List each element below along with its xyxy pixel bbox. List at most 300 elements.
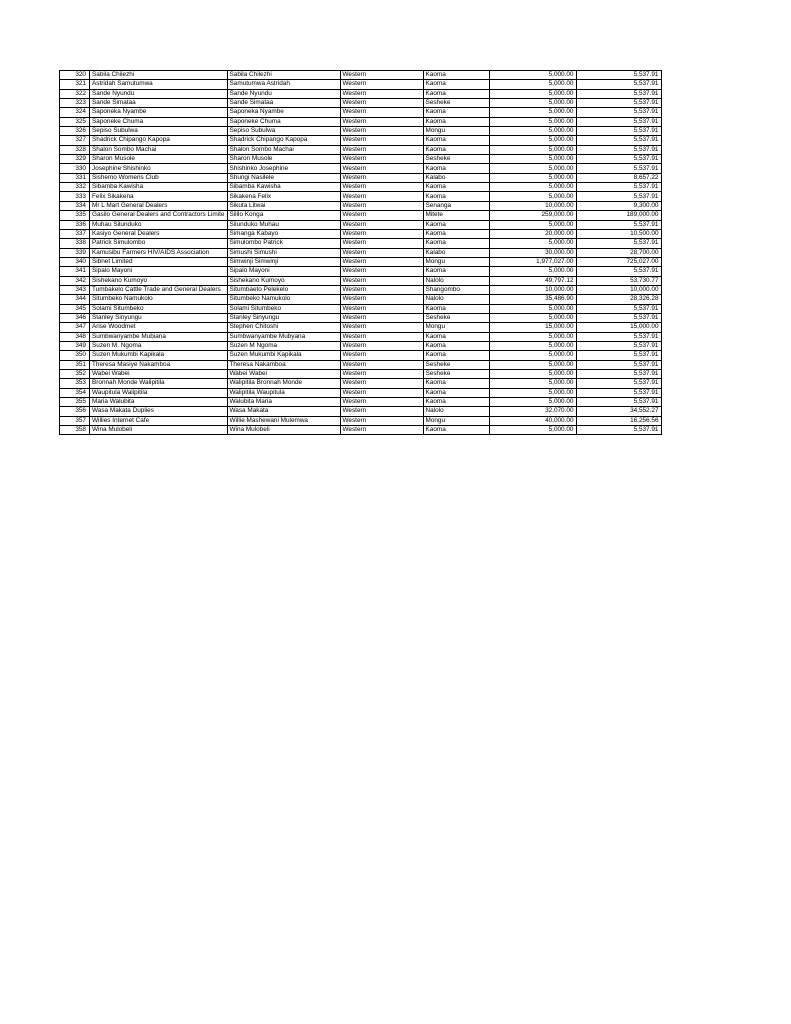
- balance-cell: 5,537.91: [576, 136, 661, 145]
- province-cell: Western: [340, 341, 423, 350]
- amount-cell: 30,000.00: [489, 248, 576, 257]
- province-cell: Western: [340, 192, 423, 201]
- table-row: [60, 229, 662, 238]
- balance-cell: 5,537.91: [576, 267, 661, 276]
- balance-cell: 5,537.91: [576, 351, 661, 360]
- district-cell: Kalabo: [423, 173, 489, 182]
- name-cell: Maria Walubita: [90, 398, 228, 407]
- table-row: [60, 332, 662, 341]
- district-cell: Kaoma: [423, 220, 489, 229]
- contact-cell: Samutumwa Astridah: [227, 80, 340, 89]
- table-row: [60, 239, 662, 248]
- district-cell: Kaoma: [423, 192, 489, 201]
- province-cell: Western: [340, 211, 423, 220]
- table-row: [60, 117, 662, 126]
- district-cell: Kaoma: [423, 398, 489, 407]
- balance-cell: 5,537.91: [576, 127, 661, 136]
- name-cell: Shadrick Chipango Kapopa: [90, 136, 228, 145]
- contact-cell: Sumbwanyambe Mubyana: [227, 332, 340, 341]
- row-number-cell: 343: [60, 285, 90, 294]
- row-number-cell: 326: [60, 127, 90, 136]
- amount-cell: 5,000.00: [489, 360, 576, 369]
- balance-cell: 5,537.91: [576, 220, 661, 229]
- table-row: [60, 388, 662, 397]
- district-cell: Sesheke: [423, 360, 489, 369]
- contact-cell: Walipitila Waupitula: [227, 388, 340, 397]
- amount-cell: 5,000.00: [489, 173, 576, 182]
- balance-cell: 725,027.00: [576, 257, 661, 266]
- province-cell: Western: [340, 145, 423, 154]
- amount-cell: 40,000.00: [489, 416, 576, 425]
- contact-cell: Sikuta Litwai: [227, 201, 340, 210]
- contact-cell: Shalon Sombo Machai: [227, 145, 340, 154]
- amount-cell: 10,000.00: [489, 285, 576, 294]
- balance-cell: 5,537.91: [576, 80, 661, 89]
- amount-cell: 5,000.00: [489, 155, 576, 164]
- amount-cell: 32,070.00: [489, 407, 576, 416]
- contact-cell: Wasa Makata: [227, 407, 340, 416]
- name-cell: Astridah Samutumwa: [90, 80, 228, 89]
- balance-cell: 5,537.91: [576, 379, 661, 388]
- amount-cell: 5,000.00: [489, 108, 576, 117]
- row-number-cell: 341: [60, 267, 90, 276]
- name-cell: Bronnah Monde Walipitila: [90, 379, 228, 388]
- table-row: [60, 183, 662, 192]
- district-cell: Kaoma: [423, 71, 489, 80]
- district-cell: Mongu: [423, 257, 489, 266]
- table-row: [60, 99, 662, 108]
- row-number-cell: 345: [60, 304, 90, 313]
- table-row: [60, 164, 662, 173]
- balance-cell: 5,537.91: [576, 304, 661, 313]
- district-cell: Nalolo: [423, 276, 489, 285]
- row-number-cell: 339: [60, 248, 90, 257]
- contact-cell: Suzen M Ngoma: [227, 341, 340, 350]
- contact-cell: Sipalo Mayoni: [227, 267, 340, 276]
- name-cell: Wasa Makata Duplies: [90, 407, 228, 416]
- amount-cell: 49,797.12: [489, 276, 576, 285]
- amount-cell: 5,000.00: [489, 398, 576, 407]
- balance-cell: 5,537.91: [576, 341, 661, 350]
- amount-cell: 5,000.00: [489, 313, 576, 322]
- district-cell: Kaoma: [423, 183, 489, 192]
- table-row: [60, 370, 662, 379]
- table-row: [60, 136, 662, 145]
- province-cell: Western: [340, 136, 423, 145]
- province-cell: Western: [340, 295, 423, 304]
- province-cell: Western: [340, 229, 423, 238]
- table-row: [60, 89, 662, 98]
- province-cell: Western: [340, 426, 423, 435]
- amount-cell: 5,000.00: [489, 332, 576, 341]
- province-cell: Western: [340, 248, 423, 257]
- table-row: [60, 257, 662, 266]
- name-cell: Saponeke Chuma: [90, 117, 228, 126]
- row-number-cell: 357: [60, 416, 90, 425]
- district-cell: Kaoma: [423, 341, 489, 350]
- contact-cell: Walipitila Bronnah Monde: [227, 379, 340, 388]
- district-cell: Sesheke: [423, 99, 489, 108]
- amount-cell: 5,000.00: [489, 117, 576, 126]
- district-cell: Nalolo: [423, 407, 489, 416]
- contact-cell: Willie Mashewani Mulemwa: [227, 416, 340, 425]
- row-number-cell: 352: [60, 370, 90, 379]
- balance-cell: 16,256.56: [576, 416, 661, 425]
- province-cell: Western: [340, 220, 423, 229]
- contact-cell: Sepiso Subulwa: [227, 127, 340, 136]
- balance-cell: 9,300.00: [576, 201, 661, 210]
- balance-cell: 5,537.91: [576, 398, 661, 407]
- row-number-cell: 327: [60, 136, 90, 145]
- balance-cell: 28,326.28: [576, 295, 661, 304]
- name-cell: Situmbeko Namukolo: [90, 295, 228, 304]
- row-number-cell: 329: [60, 155, 90, 164]
- row-number-cell: 346: [60, 313, 90, 322]
- province-cell: Western: [340, 379, 423, 388]
- amount-cell: 5,000.00: [489, 220, 576, 229]
- contact-cell: Sibamba Kawisha: [227, 183, 340, 192]
- amount-cell: 5,000.00: [489, 239, 576, 248]
- contact-cell: Sande Simataa: [227, 99, 340, 108]
- name-cell: Theresa Masiye Nakamboa: [90, 360, 228, 369]
- row-number-cell: 325: [60, 117, 90, 126]
- table-row: [60, 295, 662, 304]
- province-cell: Western: [340, 108, 423, 117]
- row-number-cell: 350: [60, 351, 90, 360]
- row-number-cell: 320: [60, 71, 90, 80]
- name-cell: Wabei Wabei: [90, 370, 228, 379]
- balance-cell: 8,657.22: [576, 173, 661, 182]
- name-cell: Kamusibu Farmers HIV/AIDS Association: [90, 248, 228, 257]
- amount-cell: 5,000.00: [489, 192, 576, 201]
- province-cell: Western: [340, 164, 423, 173]
- beneficiary-table: [59, 70, 662, 435]
- contact-cell: Solami Situmbeko: [227, 304, 340, 313]
- table-row: [60, 108, 662, 117]
- balance-cell: 10,000.00: [576, 285, 661, 294]
- table-row: [60, 220, 662, 229]
- table-body: [60, 71, 662, 435]
- contact-cell: Saponeke Chuma: [227, 117, 340, 126]
- district-cell: Nalolo: [423, 295, 489, 304]
- table-row: [60, 285, 662, 294]
- name-cell: Willies Internet Cafe: [90, 416, 228, 425]
- table-row: [60, 360, 662, 369]
- row-number-cell: 347: [60, 323, 90, 332]
- row-number-cell: 332: [60, 183, 90, 192]
- contact-cell: Simulombo Patrick: [227, 239, 340, 248]
- row-number-cell: 358: [60, 426, 90, 435]
- row-number-cell: 334: [60, 201, 90, 210]
- district-cell: Sesheke: [423, 370, 489, 379]
- table-row: [60, 351, 662, 360]
- district-cell: Kaoma: [423, 332, 489, 341]
- amount-cell: 5,000.00: [489, 127, 576, 136]
- amount-cell: 259,000.00: [489, 211, 576, 220]
- name-cell: Felix Sikakena: [90, 192, 228, 201]
- balance-cell: 5,537.91: [576, 426, 661, 435]
- amount-cell: 5,000.00: [489, 71, 576, 80]
- amount-cell: 15,000.00: [489, 323, 576, 332]
- contact-cell: Shungi Nasilele: [227, 173, 340, 182]
- row-number-cell: 353: [60, 379, 90, 388]
- amount-cell: 5,000.00: [489, 426, 576, 435]
- balance-cell: 5,537.91: [576, 89, 661, 98]
- row-number-cell: 330: [60, 164, 90, 173]
- contact-cell: Shishinko Josephine: [227, 164, 340, 173]
- row-number-cell: 335: [60, 211, 90, 220]
- district-cell: Kalabo: [423, 248, 489, 257]
- province-cell: Western: [340, 370, 423, 379]
- amount-cell: 5,000.00: [489, 99, 576, 108]
- row-number-cell: 337: [60, 229, 90, 238]
- table-row: [60, 313, 662, 322]
- amount-cell: 35,486.90: [489, 295, 576, 304]
- table-row: [60, 155, 662, 164]
- table-row: [60, 426, 662, 435]
- row-number-cell: 338: [60, 239, 90, 248]
- name-cell: Tumbakelo Cattle Trade and General Dealers: [90, 285, 228, 294]
- district-cell: Kaoma: [423, 89, 489, 98]
- row-number-cell: 355: [60, 398, 90, 407]
- row-number-cell: 328: [60, 145, 90, 154]
- district-cell: Kaoma: [423, 304, 489, 313]
- district-cell: Sesheke: [423, 313, 489, 322]
- name-cell: Waupitula Walipitila: [90, 388, 228, 397]
- table-row: [60, 398, 662, 407]
- contact-cell: Saponeka Nyambe: [227, 108, 340, 117]
- province-cell: Western: [340, 276, 423, 285]
- province-cell: Western: [340, 173, 423, 182]
- contact-cell: Simushi Simushi: [227, 248, 340, 257]
- row-number-cell: 354: [60, 388, 90, 397]
- balance-cell: 5,537.91: [576, 192, 661, 201]
- contact-cell: Wina Mulobeli: [227, 426, 340, 435]
- amount-cell: 5,000.00: [489, 89, 576, 98]
- district-cell: Mitete: [423, 211, 489, 220]
- contact-cell: Silunduko Muhau: [227, 220, 340, 229]
- amount-cell: 5,000.00: [489, 379, 576, 388]
- province-cell: Western: [340, 201, 423, 210]
- name-cell: Sabila Chilezhi: [90, 71, 228, 80]
- district-cell: Senanga: [423, 201, 489, 210]
- province-cell: Western: [340, 304, 423, 313]
- row-number-cell: 331: [60, 173, 90, 182]
- balance-cell: 5,537.91: [576, 155, 661, 164]
- balance-cell: 5,537.91: [576, 239, 661, 248]
- province-cell: Western: [340, 117, 423, 126]
- contact-cell: Situmbeko Namukolo: [227, 295, 340, 304]
- row-number-cell: 351: [60, 360, 90, 369]
- row-number-cell: 348: [60, 332, 90, 341]
- balance-cell: 5,537.91: [576, 388, 661, 397]
- district-cell: Mongu: [423, 127, 489, 136]
- contact-cell: Walubita Maria: [227, 398, 340, 407]
- amount-cell: 5,000.00: [489, 136, 576, 145]
- table-row: [60, 192, 662, 201]
- balance-cell: 28,700.00: [576, 248, 661, 257]
- province-cell: Western: [340, 89, 423, 98]
- province-cell: Western: [340, 183, 423, 192]
- contact-cell: Stanley Sinyungu: [227, 313, 340, 322]
- district-cell: Kaoma: [423, 80, 489, 89]
- balance-cell: 189,000.00: [576, 211, 661, 220]
- table-row: [60, 201, 662, 210]
- province-cell: Western: [340, 99, 423, 108]
- contact-cell: Shadrick Chipango Kapopa: [227, 136, 340, 145]
- amount-cell: 20,000.00: [489, 229, 576, 238]
- province-cell: Western: [340, 351, 423, 360]
- contact-cell: Stephen Chitoshi: [227, 323, 340, 332]
- balance-cell: 15,000.00: [576, 323, 661, 332]
- balance-cell: 5,537.91: [576, 183, 661, 192]
- row-number-cell: 342: [60, 276, 90, 285]
- name-cell: Sumbwanyambe Mubiana: [90, 332, 228, 341]
- table-row: [60, 276, 662, 285]
- contact-cell: Sharon Musole: [227, 155, 340, 164]
- table-row: [60, 173, 662, 182]
- balance-cell: 5,537.91: [576, 332, 661, 341]
- province-cell: Western: [340, 80, 423, 89]
- name-cell: Josephine Shishinko: [90, 164, 228, 173]
- row-number-cell: 322: [60, 89, 90, 98]
- district-cell: Mongu: [423, 416, 489, 425]
- province-cell: Western: [340, 267, 423, 276]
- table-row: [60, 323, 662, 332]
- district-cell: Kaoma: [423, 267, 489, 276]
- balance-cell: 5,537.91: [576, 71, 661, 80]
- contact-cell: Simwinji Simwinji: [227, 257, 340, 266]
- province-cell: Western: [340, 398, 423, 407]
- contact-cell: Sililo Konga: [227, 211, 340, 220]
- name-cell: Solami Situmbeko: [90, 304, 228, 313]
- name-cell: Muhau Silunduko: [90, 220, 228, 229]
- province-cell: Western: [340, 313, 423, 322]
- table-row: [60, 407, 662, 416]
- balance-cell: 53,730.77: [576, 276, 661, 285]
- name-cell: Sande Nyundu: [90, 89, 228, 98]
- balance-cell: 5,537.91: [576, 370, 661, 379]
- name-cell: Sishekano Kumoyo: [90, 276, 228, 285]
- contact-cell: Situmbaeto Pelekelo: [227, 285, 340, 294]
- province-cell: Western: [340, 127, 423, 136]
- contact-cell: Sande Nyundu: [227, 89, 340, 98]
- district-cell: Kaoma: [423, 108, 489, 117]
- name-cell: Suzen M. Ngoma: [90, 341, 228, 350]
- province-cell: Western: [340, 257, 423, 266]
- contact-cell: Theresa Nakamboa: [227, 360, 340, 369]
- name-cell: Sharon Musole: [90, 155, 228, 164]
- name-cell: Sibamba Kawisha: [90, 183, 228, 192]
- name-cell: Suzen Mukumbi Kapikala: [90, 351, 228, 360]
- district-cell: Kaoma: [423, 164, 489, 173]
- district-cell: Shangombo: [423, 285, 489, 294]
- name-cell: Kasiyo General Dealers: [90, 229, 228, 238]
- contact-cell: Sishekano Kumoyo: [227, 276, 340, 285]
- row-number-cell: 321: [60, 80, 90, 89]
- district-cell: Kaoma: [423, 426, 489, 435]
- row-number-cell: 340: [60, 257, 90, 266]
- balance-cell: 5,537.91: [576, 99, 661, 108]
- table-row: [60, 341, 662, 350]
- amount-cell: 5,000.00: [489, 304, 576, 313]
- contact-cell: Simanga Kabayo: [227, 229, 340, 238]
- contact-cell: Sikakena Felix: [227, 192, 340, 201]
- district-cell: Kaoma: [423, 379, 489, 388]
- contact-cell: Wabei Wabei: [227, 370, 340, 379]
- amount-cell: 1,977,027.00: [489, 257, 576, 266]
- name-cell: Saponeka Nyambe: [90, 108, 228, 117]
- province-cell: Western: [340, 155, 423, 164]
- province-cell: Western: [340, 388, 423, 397]
- district-cell: Kaoma: [423, 117, 489, 126]
- row-number-cell: 323: [60, 99, 90, 108]
- district-cell: Sesheke: [423, 155, 489, 164]
- amount-cell: 10,000.00: [489, 201, 576, 210]
- district-cell: Mongu: [423, 323, 489, 332]
- balance-cell: 5,537.91: [576, 360, 661, 369]
- province-cell: Western: [340, 407, 423, 416]
- balance-cell: 5,537.91: [576, 164, 661, 173]
- name-cell: Stanley Sinyungu: [90, 313, 228, 322]
- row-number-cell: 349: [60, 341, 90, 350]
- amount-cell: 5,000.00: [489, 164, 576, 173]
- table-row: [60, 127, 662, 136]
- balance-cell: 5,537.91: [576, 117, 661, 126]
- table-row: [60, 211, 662, 220]
- name-cell: Sishemo Womens Club: [90, 173, 228, 182]
- amount-cell: 5,000.00: [489, 341, 576, 350]
- table-row: [60, 145, 662, 154]
- name-cell: Sepiso Subulwa: [90, 127, 228, 136]
- balance-cell: 5,537.91: [576, 313, 661, 322]
- name-cell: Shalon Sombo Machai: [90, 145, 228, 154]
- table-row: [60, 416, 662, 425]
- province-cell: Western: [340, 416, 423, 425]
- name-cell: Gasilo General Dealers and Contractors Limite: [90, 211, 228, 220]
- table-row: [60, 71, 662, 80]
- table-row: [60, 267, 662, 276]
- amount-cell: 5,000.00: [489, 370, 576, 379]
- name-cell: Patrick Simulombo: [90, 239, 228, 248]
- balance-cell: 5,537.91: [576, 108, 661, 117]
- province-cell: Western: [340, 239, 423, 248]
- amount-cell: 5,000.00: [489, 267, 576, 276]
- table-row: [60, 379, 662, 388]
- contact-cell: Suzen Mukumbi Kapikala: [227, 351, 340, 360]
- amount-cell: 5,000.00: [489, 80, 576, 89]
- name-cell: Sibnet Limited: [90, 257, 228, 266]
- name-cell: Arise Woodmet: [90, 323, 228, 332]
- district-cell: Kaoma: [423, 229, 489, 238]
- province-cell: Western: [340, 285, 423, 294]
- contact-cell: Sabila Chilezhi: [227, 71, 340, 80]
- province-cell: Western: [340, 71, 423, 80]
- table-row: [60, 304, 662, 313]
- row-number-cell: 333: [60, 192, 90, 201]
- name-cell: Wina Mulobeli: [90, 426, 228, 435]
- district-cell: Kaoma: [423, 145, 489, 154]
- district-cell: Kaoma: [423, 136, 489, 145]
- province-cell: Western: [340, 332, 423, 341]
- row-number-cell: 324: [60, 108, 90, 117]
- amount-cell: 5,000.00: [489, 183, 576, 192]
- name-cell: Sipalo Mayoni: [90, 267, 228, 276]
- row-number-cell: 344: [60, 295, 90, 304]
- amount-cell: 5,000.00: [489, 351, 576, 360]
- row-number-cell: 336: [60, 220, 90, 229]
- amount-cell: 5,000.00: [489, 145, 576, 154]
